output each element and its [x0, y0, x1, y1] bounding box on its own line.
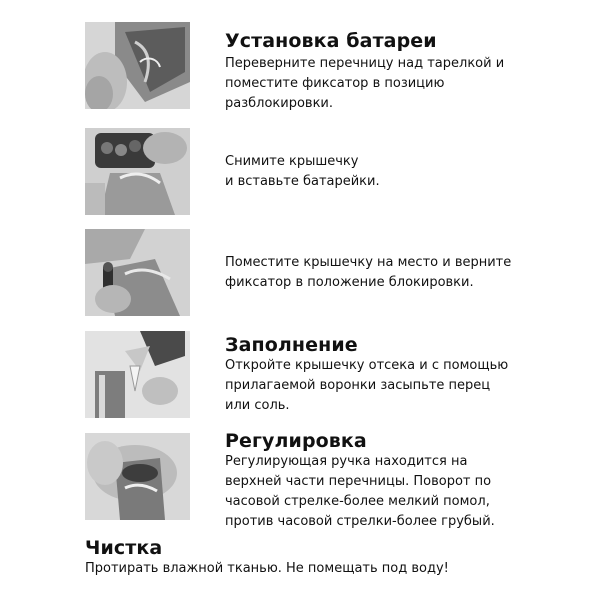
photo-fill-funnel	[85, 331, 190, 418]
section-title-adjust: Регулировка	[225, 430, 367, 452]
section-text-filling	[225, 356, 555, 416]
section-line: часовой стрелке-более мелкий помол,	[225, 494, 490, 509]
section-line: против часовой стрелки-более грубый.	[225, 514, 495, 529]
section-line: поместите фиксатор в позицию	[225, 76, 445, 91]
section-line: Откройте крышечку отсека и с помощью	[225, 358, 509, 373]
photo-remove-cap-illustration	[85, 128, 190, 215]
section-line: и вставьте батарейки.	[225, 174, 380, 189]
photo-unlock-latch-illustration	[85, 22, 190, 109]
section-line: Регулирующая ручка находится на	[225, 454, 468, 469]
section-line: прилагаемой воронки засыпьте перец	[225, 378, 491, 393]
photo-unlock-latch	[85, 22, 190, 109]
care-line: Протирать влажной тканью. Не помещать под воду!	[85, 561, 449, 576]
section-text-battery	[225, 54, 555, 114]
section-line: разблокировки.	[225, 96, 334, 111]
section-title-battery: Установка батареи	[225, 30, 437, 52]
section-text-replace-cap	[225, 253, 555, 293]
section-line: фиксатор в положение блокировки.	[225, 275, 474, 290]
section-text-insert-battery	[225, 152, 555, 192]
section-text-adjust	[225, 452, 555, 532]
care-text	[85, 559, 555, 579]
photo-replace-cap-illustration	[85, 229, 190, 316]
section-line: или соль.	[225, 398, 290, 413]
section-line: Переверните перечницу над тарелкой и	[225, 56, 505, 71]
section-title-filling: Заполнение	[225, 334, 358, 356]
photo-remove-cap	[85, 128, 190, 215]
section-line: верхней части перечницы. Поворот по	[225, 474, 492, 489]
care-title: Чистка	[85, 537, 163, 559]
photo-fill-funnel-illustration	[85, 331, 190, 418]
photo-grind-adjust-illustration	[85, 433, 190, 520]
section-line: Поместите крышечку на место и верните	[225, 255, 512, 270]
photo-grind-adjust	[85, 433, 190, 520]
section-line: Снимите крышечку	[225, 154, 359, 169]
photo-replace-cap	[85, 229, 190, 316]
